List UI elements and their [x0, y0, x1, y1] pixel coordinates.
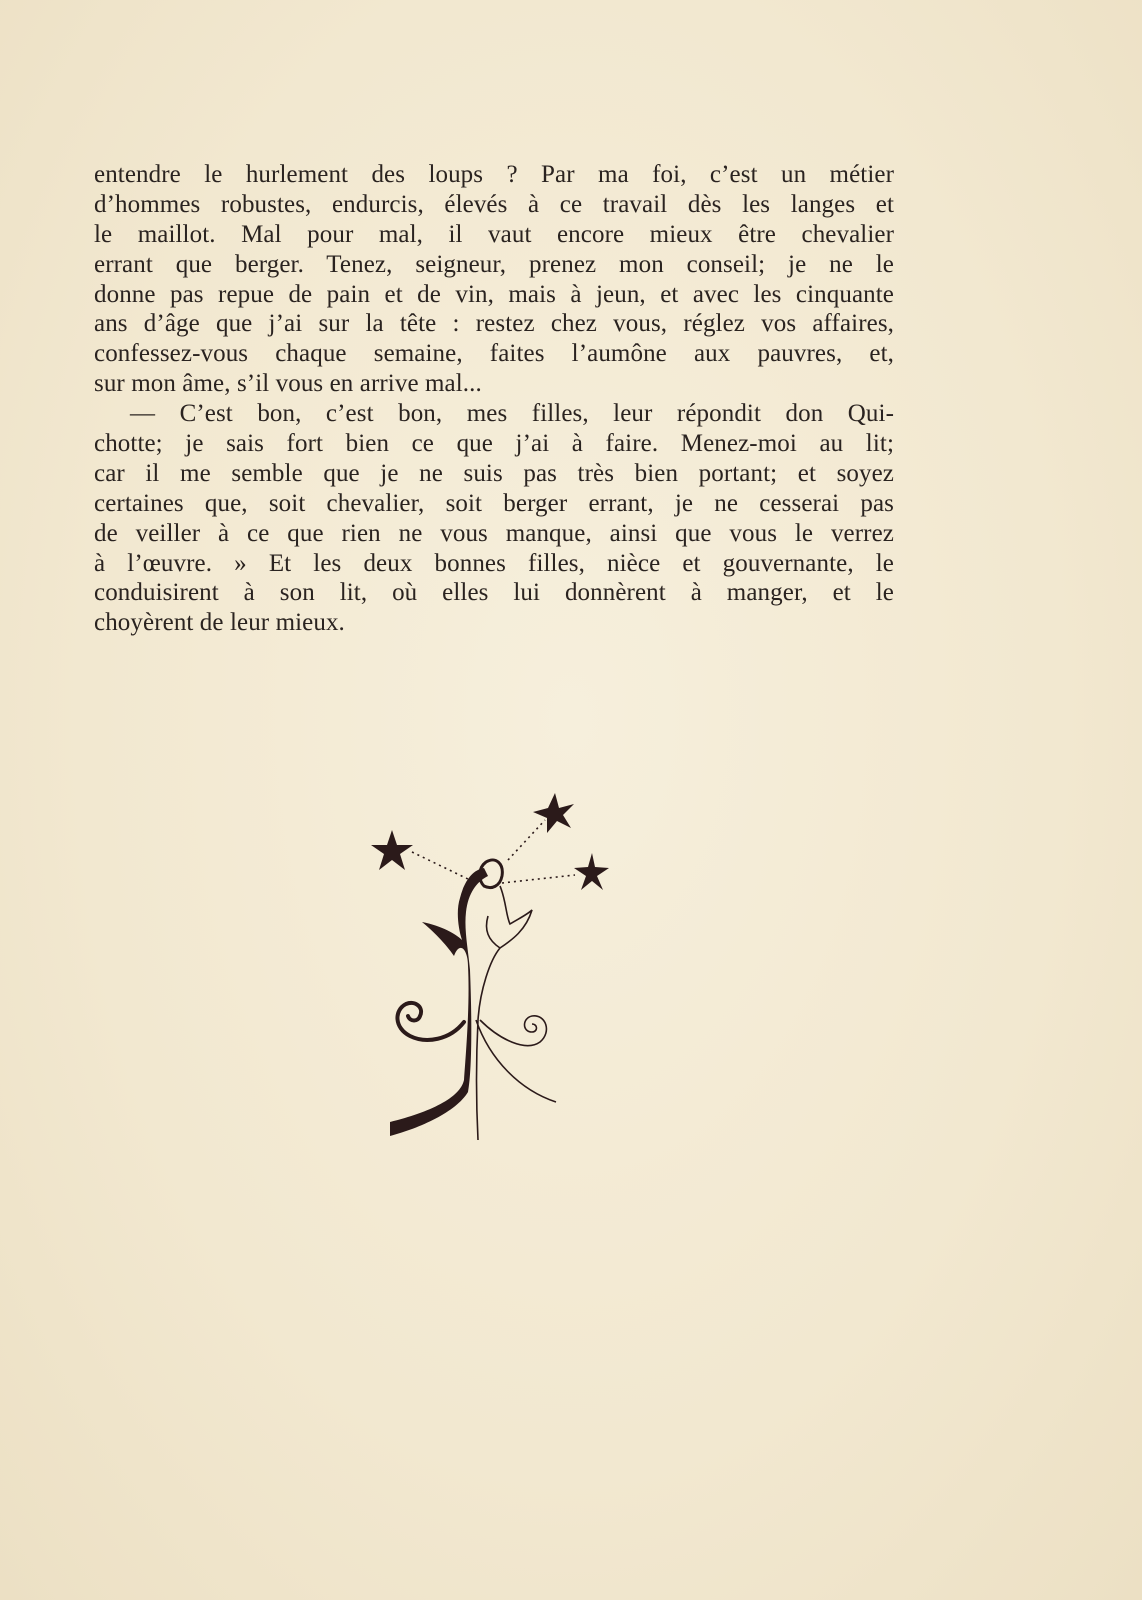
text-line: confessez-vous chaque semaine, faites l’aumône aux pauvres, et, [94, 340, 894, 368]
star-figure-illustration [360, 790, 620, 1160]
star-icon [574, 853, 609, 890]
body-text [94, 160, 894, 638]
text-line: entendre le hurlement des loups ? Par ma foi, c’est un métier [94, 161, 894, 188]
left-spiral [397, 1003, 464, 1040]
text-line: choyèrent de leur mieux. [94, 609, 345, 637]
dotted-rays [412, 820, 575, 883]
text-line: donne pas repue de pain et de vin, mais à jeun, et avec les cinquante [94, 280, 894, 308]
text-line: car il me semble que je ne suis pas très bien portant; et soyez [94, 459, 894, 487]
text-line: le maillot. Mal pour mal, il vaut encore mieux être chevalier [94, 220, 894, 248]
text-line: conduisirent à son lit, où elles lui donnèrent à manger, et le [94, 579, 894, 607]
figure-body [390, 860, 502, 1136]
text-line: errant que berger. Tenez, seigneur, prenez mon conseil; je ne le [94, 250, 894, 278]
text-line: sur mon âme, s’il vous en arrive mal... [94, 370, 482, 398]
text-line: d’hommes robustes, endurcis, élevés à ce travail dès les langes et [94, 190, 894, 218]
star-icon [533, 793, 574, 833]
star-icon [371, 830, 413, 870]
text-line: — C’est bon, c’est bon, mes filles, leur répondit don Qui- [130, 400, 894, 428]
text-line: chotte; je sais fort bien ce que j’ai à faire. Menez-moi au lit; [94, 430, 894, 458]
text-line: à l’œuvre. » Et les deux bonnes filles, nièce et gouvernante, le [94, 549, 894, 577]
figure-thin-body [476, 886, 556, 1140]
text-line: certaines que, soit chevalier, soit berger errant, je ne cesserai pas [94, 489, 894, 517]
text-line: de veiller à ce que rien ne vous manque, ainsi que vous le verrez [94, 519, 894, 547]
text-line: ans d’âge que j’ai sur la tête : restez chez vous, réglez vos affaires, [94, 310, 894, 338]
